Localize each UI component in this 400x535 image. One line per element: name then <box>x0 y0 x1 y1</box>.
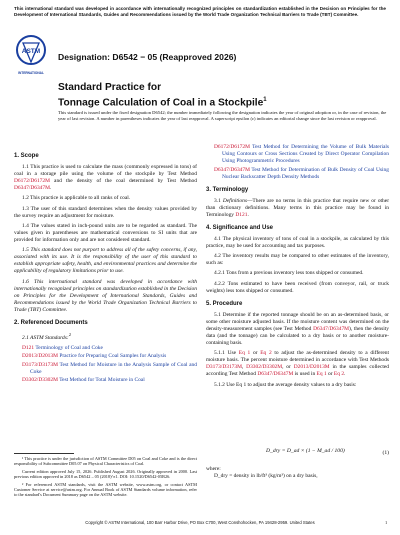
reference-d3302: D3302/D3302M Test Method for Total Moisture in Coal <box>22 377 145 384</box>
right-column <box>206 144 389 392</box>
reference-d2013: D2013/D2013M Practice for Preparing Coal Samples for Analysis <box>22 353 167 360</box>
link-d6172[interactable]: D6172/D6172M <box>14 178 50 185</box>
where-definition: D_dry = density in lb/ft³ (kg/m³) on a dry basis, <box>214 473 318 479</box>
link-d3302-proc[interactable]: D3302/D3302M <box>246 364 283 371</box>
paragraph-4-2-2: 4.2.2 Tons estimated to have been received (from conveyor, rail, or truck weights) less tons shipped or consumed. <box>206 280 389 294</box>
designation: Designation: D6542 − 05 (Reapproved 2026) <box>58 52 237 62</box>
link-d6347-proc2[interactable]: D6347/D6347M <box>257 371 294 378</box>
equation-1-text: D_dry = D_ad × (1 − M_ad / 100) <box>266 448 345 454</box>
paragraph-1-3: 1.3 The user of this standard determines when the density values provided by the survey require an adjustment for moisture. <box>14 205 197 219</box>
link-d3173-proc[interactable]: D3173/D3173M <box>206 364 242 371</box>
document-title <box>58 81 358 109</box>
reference-d121: D121 Terminology of Coal and Coke <box>22 344 103 351</box>
link-d121[interactable]: D121 <box>22 344 35 351</box>
section-heading-referenced-documents: 2. Referenced Documents <box>14 319 88 326</box>
section-heading-procedure: 5. Procedure <box>206 300 243 307</box>
copyright-footer: Copyright © ASTM International, 100 Barr Harbor Drive, PO Box C700, West Conshohocken, PA 19428-2959. United States <box>85 520 315 525</box>
link-d6347[interactable]: D6347/D6347M <box>14 185 50 192</box>
paragraph-1-1: 1.1 This practice is used to calculate the mass (commonly expressed in tons) of coal in a storage pile using the volume of the stockpile by Test Method D6172/D6172M and the density of the coal determined by Test Method D6347/D6347M. <box>14 164 197 192</box>
paragraph-4-1: 4.1 The physical inventory of tons of coal in a stockpile, as calculated by this practice, may be used for accounting and tax purposes. <box>206 235 389 249</box>
paragraph-1-4: 1.4 The values stated in inch-pound units are to be regarded as standard. The values given in parentheses are mathematical conversions to SI units that are provided for information only and are not considered standard. <box>14 222 197 244</box>
international-standard-notice: This international standard was developed in accordance with internationally recognized principles on standardization established in the Decision on Principles for the Development of International Standards, Guides and Recommendations issued by the World Trade Organization Technical Barriers to Trade (TBT) Committee. <box>14 6 386 17</box>
paragraph-1-6: 1.6 This international standard was developed in accordance with internationally recognized principles on standardization established in the Decision on Principles for the Development of International Standards, Guides and Recommendations issued by the World Trade Organization Technical Barriers to Trade (TBT) Committee. <box>14 278 197 313</box>
reference-d3173: D3173/D3173M Test Method for Moisture in the Analysis Sample of Coal and Coke <box>22 361 197 375</box>
title-footnote-mark: 1 <box>263 97 267 103</box>
title-line-2: Tonnage Calculation of Coal in a Stockpile$^1$ <box>58 97 267 109</box>
title-line-1: Standard Practice for <box>58 82 162 93</box>
link-d2013-proc[interactable]: D2013/D2013M <box>293 364 330 371</box>
equation-where-block <box>206 466 389 480</box>
page-number: 1 <box>385 520 388 525</box>
paragraph-3-1: 3.1 Definitions—There are no terms in this practice that require new or other than dictionary definitions. Many terms in this practice may be found in Terminology D121. <box>206 197 389 218</box>
equation-1 <box>206 442 389 468</box>
link-d3302[interactable]: D3302/D3302M <box>22 377 58 384</box>
footnote-rule <box>14 453 74 454</box>
footnotes <box>14 456 197 500</box>
link-d6347-proc[interactable]: D6347/D6347M <box>313 325 350 332</box>
footnote-1-edition: Current edition approved July 15, 2026. Published August 2026. Originally approved in 2000. Last previous edition approved in 2018 as D6542 – 05 (2018)^ε1. DOI: 10.1520/D6542-05R26. <box>14 468 197 480</box>
paragraph-4-2-1: 4.2.1 Tons from a previous inventory less tons shipped or consumed. <box>214 270 364 277</box>
section-heading-scope: 1. Scope <box>14 153 39 159</box>
footnote-2: ² For referenced ASTM standards, visit the ASTM website, www.astm.org, or contact ASTM Customer Service at service@astm.org. For Annual Book of ASTM Standards volume information, refer to the standard's Document Summary page on the ASTM website. <box>14 481 197 498</box>
left-column <box>14 147 197 386</box>
astm-logo <box>14 34 48 78</box>
link-d6172-ref[interactable]: D6172/D6172M <box>214 144 250 150</box>
link-d3173[interactable]: D3173/D3173M <box>22 361 58 368</box>
standard-issue-note: This standard is issued under the fixed designation D6542; the number immediately following the designation indicates the year of original adoption or, in the case of revision, the year of last revision. A number in parentheses indicates the year of last reapproval. A superscript epsilon (ε) indicates an editorial change since the last revision or reapproval. <box>58 110 387 121</box>
link-eq2[interactable]: Eq 2 <box>260 350 272 357</box>
paragraph-4-2: 4.2 The inventory results may be compared to other estimates of the inventory, such as: <box>206 253 389 267</box>
section-heading-terminology: 3. Terminology <box>206 186 249 193</box>
paragraph-1-2: 1.2 This practice is applicable to all ranks of coal. <box>22 195 131 202</box>
reference-d6347: D6347/D6347M Test Method for Determination of Bulk Density of Coal Using Nuclear Backscatter Depth Density Methods <box>214 166 389 180</box>
section-heading-significance: 4. Significance and Use <box>206 224 274 231</box>
footnote-1: ¹ This practice is under the jurisdiction of ASTM Committee D05 on Coal and Coke and is the direct responsibility of Subcommittee D05.07 on Physical Characteristics of Coal. <box>14 456 197 467</box>
link-eq2-b[interactable]: Eq 2 <box>333 371 345 378</box>
svg-text:ASTM: ASTM <box>21 48 41 55</box>
paragraph-2-1: 2.1 ASTM Standards:$^2$ <box>22 331 71 341</box>
link-eq1[interactable]: Eq 1 <box>238 350 251 357</box>
svg-text:INTERNATIONAL: INTERNATIONAL <box>18 71 44 75</box>
link-d2013[interactable]: D2013/D2013M <box>22 353 58 360</box>
paragraph-1-5: 1.5 This standard does not purport to address all of the safety concerns, if any, associated with its use. It is the responsibility of the user of this standard to establish appropriate safety, health, and environmental practices and determine the applicability of regulatory limitations prior to use. <box>14 247 197 275</box>
reference-d6172: D6172/D6172M Test Method for Determining the Volume of Bulk Materials Using Contours or Cross Sections Created by Direct Operator Compilation Using Photogrammetric Procedures <box>214 144 389 165</box>
where-label: where: <box>206 466 221 472</box>
paragraph-5-1-1: 5.1.1 Use Eq 1 or Eq 2 to adjust the as-determined density to a different moisture basis. The percent moisture determined in accordance with Test Methods D3173/D3173M, D3302/D3302M, or D2013/D2013M in the samples collected according Test Method D6347/D6347M is used in Eq 1 or Eq 2. <box>206 350 390 378</box>
equation-1-number: (1) <box>382 450 389 456</box>
paragraph-5-1-2: 5.1.2 Use Eq 1 to adjust the average density values to a dry basis: <box>214 381 357 388</box>
link-d121-term[interactable]: D121 <box>235 211 248 218</box>
link-eq1-b[interactable]: Eq 1 <box>316 371 327 378</box>
paragraph-5-1: 5.1 Determine if the reported tonnage should be on an as-determined basis, or some other moisture adjusted basis. If the moisture content was determined on the density-measurement samples (see Test Method D6347/D6347M), then the density data (and the tonnage) can be calculated to a dry basis or to another moisture-containing basis. <box>206 311 389 346</box>
link-d6347-ref[interactable]: D6347/D6347M <box>214 166 250 173</box>
